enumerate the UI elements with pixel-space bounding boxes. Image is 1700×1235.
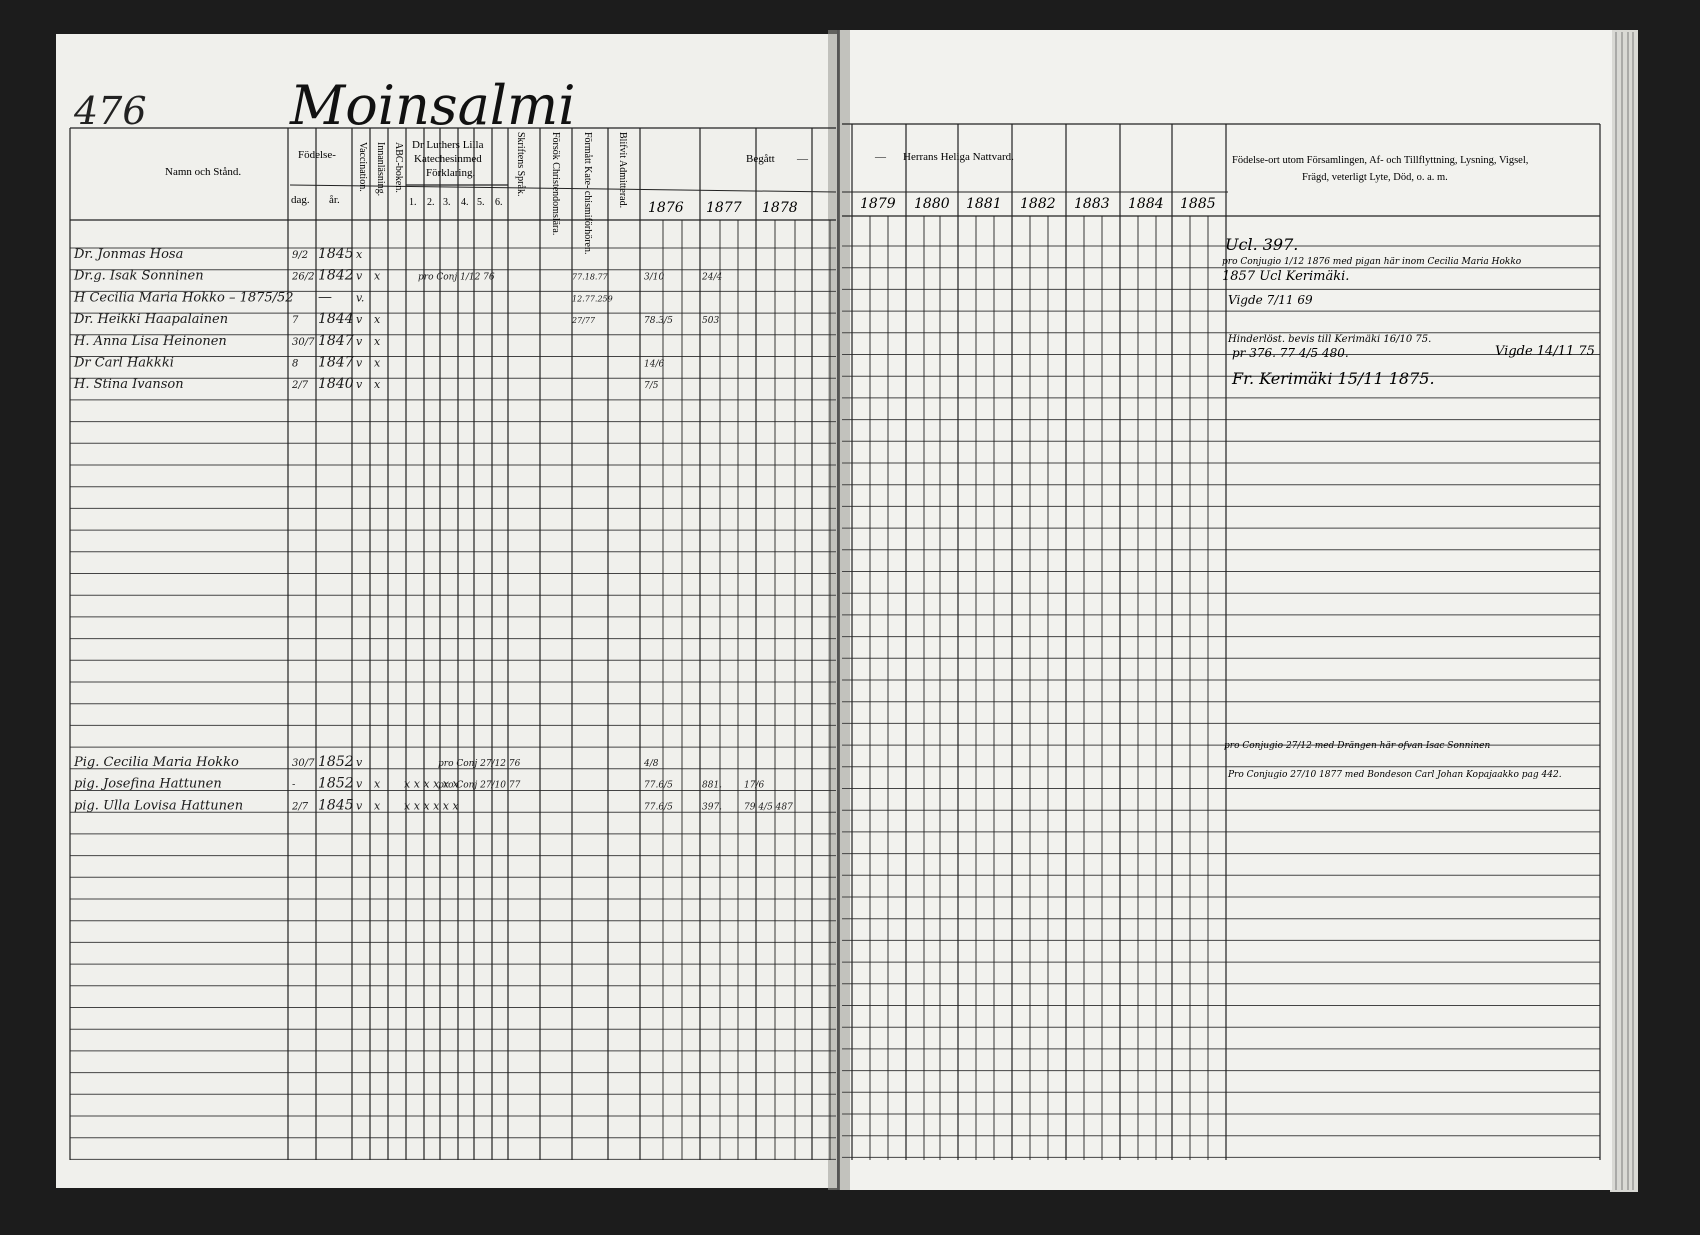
entry-year-1876: 77.6/5	[644, 780, 673, 791]
remark-9: pro Conjugio 27/12 med Drängen här ofvan Isac Sonninen	[1224, 741, 1491, 751]
entry-birth-day: 7	[292, 315, 299, 327]
header-remarks-2: Frägd, veterligt Lyte, Död, o. a. m.	[1302, 172, 1448, 183]
entry-birth-year: —	[318, 289, 332, 306]
year-1877: 1877	[706, 200, 742, 216]
remark-3: 1857 Ucl Kerimäki.	[1222, 269, 1350, 284]
entry-vaccination: v.	[356, 291, 365, 305]
entry-vaccination: v	[356, 378, 363, 392]
header-birth: Födelse-	[298, 149, 336, 161]
header-begatt: Begått	[746, 153, 775, 165]
catechism-col-5: 5.	[477, 197, 485, 208]
remark-4: Vigde 7/11 69	[1228, 293, 1313, 307]
entry-year-1878: 17/6	[744, 780, 765, 791]
entry-vaccination: v	[356, 756, 363, 769]
page-number: 476	[74, 89, 147, 133]
entry-name: H. Stina Ivanson	[74, 377, 184, 393]
year-1882: 1882	[1020, 196, 1056, 212]
entry-year-1876: 4/8	[644, 759, 659, 769]
entry-note: pro Conj 27/10 77	[438, 780, 521, 791]
entry-year-1876: 77.6/5	[644, 802, 673, 813]
entry-birth-year: 1847	[318, 354, 354, 371]
entry-name: Dr.g. Isak Sonninen	[74, 268, 204, 284]
entry-vaccination: x	[356, 248, 363, 261]
entry-year-1877: 881.	[702, 780, 723, 791]
header-dash-left: —	[797, 153, 808, 165]
entry-catechism-marks: x x x x x x	[404, 777, 459, 791]
parish-title: Moinsalmi	[290, 74, 576, 137]
year-1878: 1878	[762, 200, 798, 216]
year-1883: 1883	[1074, 196, 1110, 212]
entry-year-1876: 78.3/5	[644, 316, 673, 327]
entry-inoculation: x	[374, 269, 381, 283]
page-edge-stack	[1610, 30, 1638, 1192]
entry-name: Dr. Jonmas Hosa	[74, 247, 184, 262]
remark-7: Vigde 14/11 75	[1495, 344, 1595, 359]
entry-inoculation: x	[374, 313, 381, 327]
entry-birth-day: 26/2	[292, 271, 315, 283]
header-catechism-2: Katechesinmed	[414, 153, 482, 165]
entry-birth-year: 1842	[318, 267, 354, 284]
entry-catechist: 77.18.77	[572, 272, 608, 282]
catechism-col-6: 6.	[495, 197, 503, 208]
entry-birth-day: 8	[292, 358, 299, 370]
entry-name: H. Anna Lisa Heinonen	[74, 333, 227, 349]
entry-inoculation: x	[374, 777, 381, 791]
entry-catechist: 27/77	[572, 316, 596, 326]
header-vaccination: Vaccination.	[357, 142, 368, 192]
remark-2: pro Conjugio 1/12 1876 med pigan här inom Cecilia Maria Hokko	[1222, 257, 1522, 267]
year-1876: 1876	[648, 200, 684, 216]
entry-name: Dr Carl Hakkki	[74, 355, 174, 371]
header-communion: Herrans Heliga Nattvard.	[903, 151, 1014, 163]
entry-name: Dr. Heikki Haapalainen	[74, 312, 229, 328]
year-1880: 1880	[914, 196, 950, 212]
header-dash-right: —	[875, 151, 886, 163]
header-abc: ABC-boken.	[393, 142, 404, 193]
entry-birth-day: 2/7	[292, 380, 309, 392]
entry-birth-day: 30/7	[292, 758, 315, 769]
header-year: år.	[329, 194, 340, 206]
entry-birth-year: 1852	[318, 775, 354, 792]
entry-vaccination: v	[356, 334, 363, 348]
entry-year-1877: 503	[702, 316, 720, 327]
entry-birth-year: 1852	[318, 754, 354, 770]
entry-year-1876: 14/6	[644, 359, 665, 370]
header-inoculation: Innanläsning.	[375, 142, 386, 197]
header-christianity: Försök Christendomslära.	[550, 132, 561, 236]
entry-year-1877: 397.	[702, 802, 723, 813]
entry-year-1878: 79 4/5 487	[744, 802, 793, 813]
header-catechist: Förmått Kate- chismiförhören.	[582, 132, 593, 255]
header-catechism-3: Förklaring.	[426, 167, 476, 179]
entry-birth-year: 1840	[318, 376, 354, 393]
entry-vaccination: v	[356, 269, 363, 283]
entry-birth-year: 1845	[318, 246, 354, 262]
remark-6: pr 376. 77 4/5 480.	[1232, 346, 1349, 360]
remark-1: Ucl. 397.	[1225, 235, 1299, 254]
entry-birth-year: 1847	[318, 332, 354, 349]
entry-birth-year: 1845	[318, 797, 354, 814]
entry-birth-day: 9/2	[292, 250, 309, 261]
entry-vaccination: v	[356, 799, 363, 813]
year-1879: 1879	[860, 196, 896, 212]
entry-catechist: 12.77.259	[572, 294, 613, 304]
catechism-col-4: 4.	[461, 197, 469, 208]
entry-inoculation: x	[374, 356, 381, 370]
catechism-col-3: 3.	[443, 197, 451, 208]
entry-inoculation: x	[374, 334, 381, 348]
entry-vaccination: v	[356, 356, 363, 370]
header-remarks-1: Födelse-ort utom Församlingen, Af- och Tillflyttning, Lysning, Vigsel,	[1232, 155, 1529, 166]
entry-catechism-note: pro Conj 1/12 76	[418, 272, 495, 283]
entry-name: pig. Josefina Hattunen	[74, 776, 222, 792]
header-name: Namn och Stånd.	[165, 166, 242, 178]
header-catechism-1: Dr Luthers Lilla	[412, 139, 484, 151]
year-1881: 1881	[966, 196, 1002, 212]
entry-year-1876: 3/10	[644, 272, 665, 283]
remark-5: Hinderlöst. bevis till Kerimäki 16/10 75.	[1228, 334, 1432, 345]
entry-name: Pig. Cecilia Maria Hokko	[74, 755, 239, 770]
entry-inoculation: x	[374, 378, 381, 392]
entry-birth-day: -	[292, 779, 296, 791]
entry-note: pro Conj 27/12 76	[438, 759, 521, 769]
remark-8: Fr. Kerimäki 15/11 1875.	[1232, 369, 1435, 388]
header-day: dag.	[291, 194, 310, 206]
year-1884: 1884	[1128, 196, 1164, 212]
remark-10: Pro Conjugio 27/10 1877 med Bondeson Carl Johan Kopajaakko pag 442.	[1228, 770, 1562, 780]
entry-year-1876: 7/5	[644, 381, 659, 392]
entry-name: H Cecilia Maria Hokko – 1875/52	[74, 290, 294, 306]
catechism-col-2: 2.	[427, 197, 435, 208]
entry-inoculation: x	[374, 799, 381, 813]
header-admitted: Blifvit Admitterad.	[617, 132, 628, 209]
entry-birth-day: 2/7	[292, 801, 309, 813]
entry-year-1877: 24/4	[702, 272, 723, 283]
entry-catechism-marks: x x x x x x	[404, 799, 459, 813]
entry-vaccination: v	[356, 777, 363, 791]
entry-vaccination: v	[356, 313, 363, 327]
entry-birth-year: 1844	[318, 311, 354, 328]
header-scripture: Skriftens Språk.	[515, 132, 526, 197]
entry-birth-day: 30/7	[292, 336, 315, 348]
catechism-col-1: 1.	[409, 197, 417, 208]
year-1885: 1885	[1180, 196, 1216, 212]
entry-name: pig. Ulla Lovisa Hattunen	[74, 798, 244, 814]
